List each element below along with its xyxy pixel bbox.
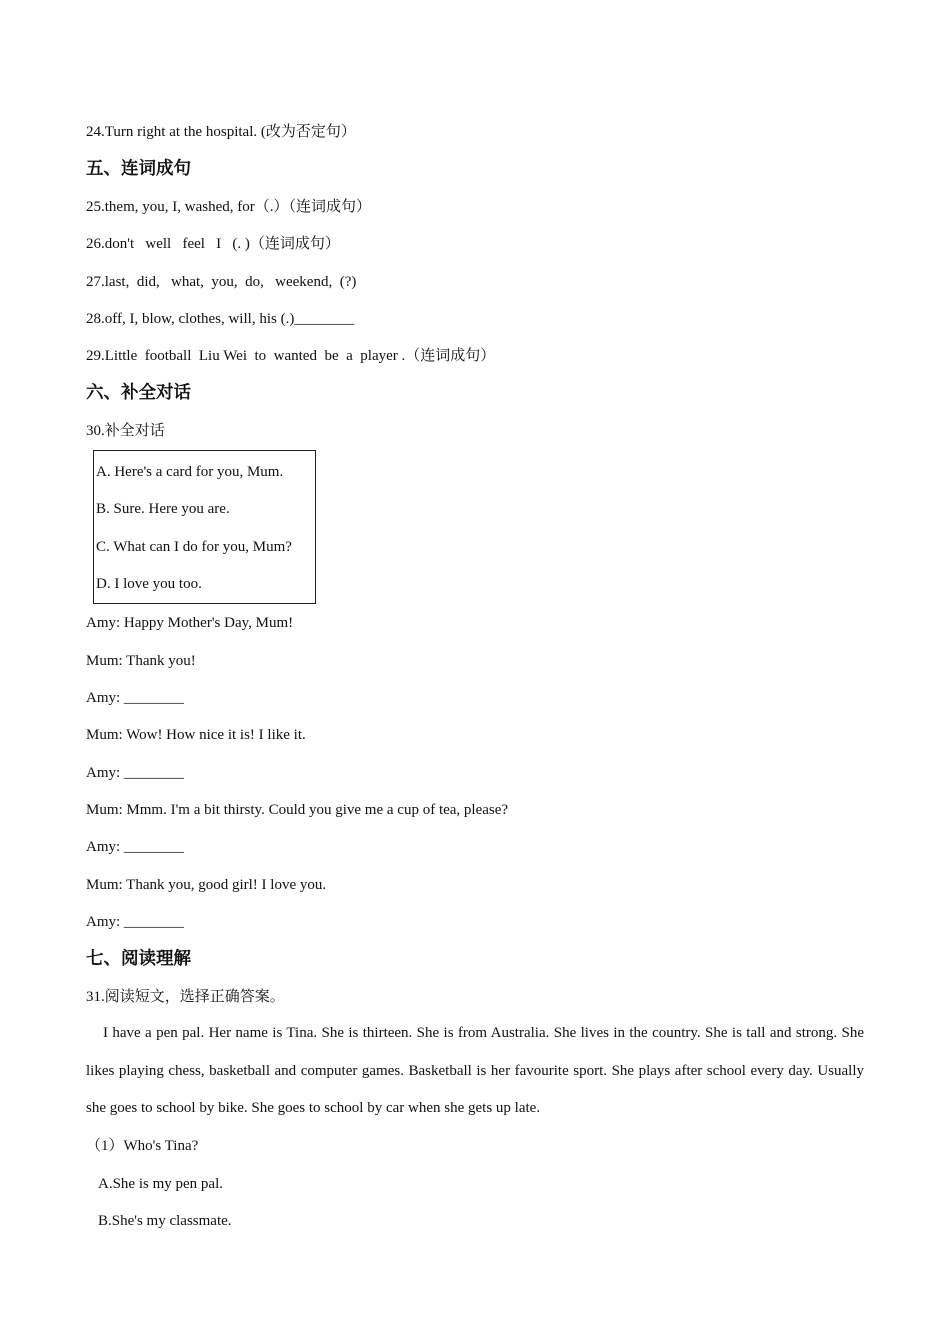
- question-31-1: （1）Who's Tina?: [86, 1138, 199, 1154]
- option-d: D. I love you too.: [96, 576, 202, 592]
- option-a: A. Here's a card for you, Mum.: [96, 464, 284, 480]
- question-24: 24.Turn right at the hospital. (改为否定句）: [86, 124, 356, 140]
- dialogue-line: Amy: ________: [86, 765, 184, 781]
- dialogue-line: Mum: Wow! How nice it is! I like it.: [86, 727, 306, 743]
- question-31-prompt: 31.阅读短文，选择正确答案。: [86, 989, 285, 1005]
- dialogue-line: Amy: ________: [86, 839, 184, 855]
- question-25: 25.them, you, I, washed, for（.）（连词成句）: [86, 199, 371, 215]
- section-seven-heading: 七、阅读理解: [86, 949, 191, 969]
- question-29: 29.Little football Liu Wei to wanted be a player .（连词成句）: [86, 348, 496, 364]
- option-b: B. Sure. Here you are.: [96, 501, 230, 517]
- answer-option-a: A.She is my pen pal.: [98, 1176, 223, 1192]
- options-box: [93, 450, 316, 604]
- option-c: C. What can I do for you, Mum?: [96, 539, 292, 555]
- section-five-heading: 五、连词成句: [86, 159, 191, 179]
- reading-passage: [86, 1015, 864, 1128]
- dialogue-line: Amy: ________: [86, 914, 184, 930]
- question-27: 27.last, did, what, you, do, weekend, (?): [86, 274, 357, 290]
- section-six-heading: 六、补全对话: [86, 383, 191, 403]
- dialogue-line: Mum: Thank you, good girl! I love you.: [86, 877, 327, 893]
- question-26: 26.don't well feel I (. )（连词成句）: [86, 236, 340, 252]
- question-28: 28.off, I, blow, clothes, will, his (.)________: [86, 311, 355, 327]
- dialogue-line: Amy: ________: [86, 690, 184, 706]
- dialogue-line: Amy: Happy Mother's Day, Mum!: [86, 615, 294, 631]
- dialogue-line: Mum: Thank you!: [86, 653, 196, 669]
- dialogue-line: Mum: Mmm. I'm a bit thirsty. Could you give me a cup of tea, please?: [86, 802, 509, 818]
- passage-text: I have a pen pal. Her name is Tina. She is thirteen. She is from Australia. She lives in the country. She is tall and strong. She likes playing chess, basketball and computer games. Basketball is her favourite sport. She plays after school every day. Usually she goes to school by bike. She goes to school by car when she gets up late.: [86, 1025, 864, 1116]
- question-30-prompt: 30.补全对话: [86, 423, 165, 439]
- answer-option-b: B.She's my classmate.: [98, 1213, 232, 1229]
